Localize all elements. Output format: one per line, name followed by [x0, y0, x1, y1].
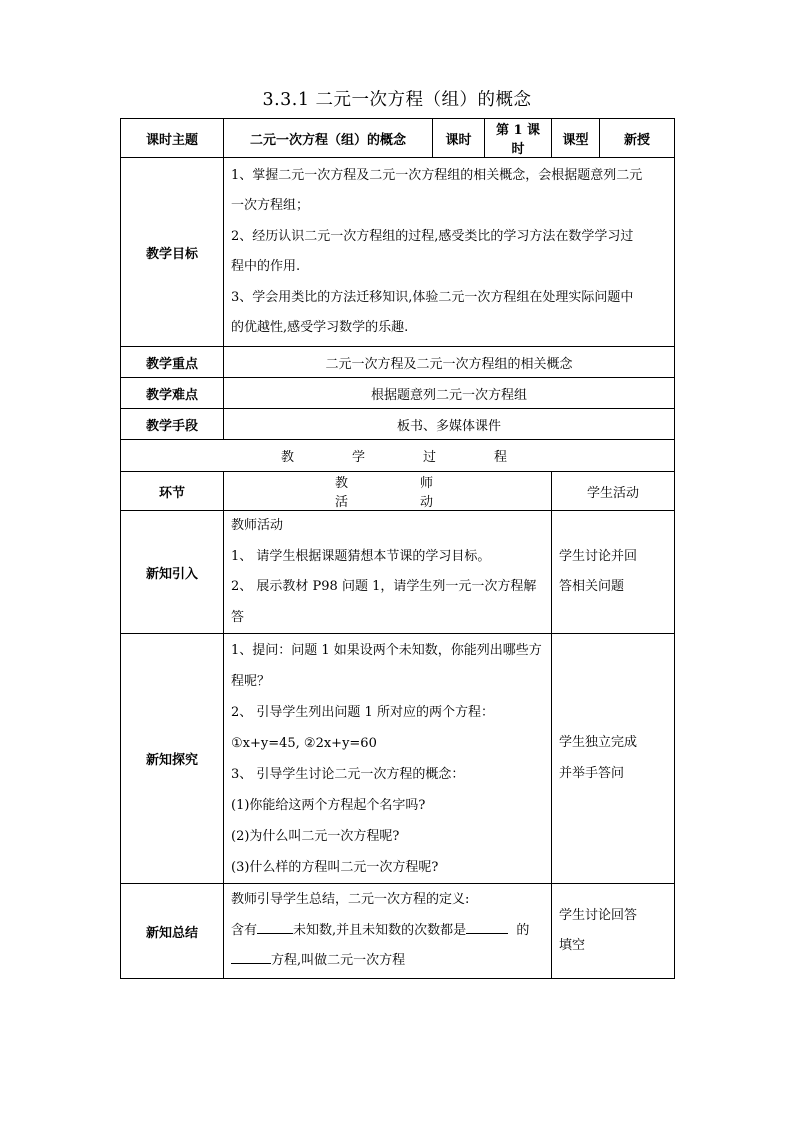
process-header-row: [121, 440, 675, 472]
type-value: 新授: [600, 119, 675, 158]
difficulty-label: 教学难点: [121, 378, 224, 409]
topic-label: 课时主题: [121, 119, 224, 158]
columns-row: [121, 472, 675, 511]
header-row: [121, 119, 675, 158]
objective-line: 3、学会用类比的方法迁移知识,体验二元一次方程组在处理实际问题中: [231, 289, 634, 305]
student-activity: [552, 634, 675, 884]
difficulty-row: [121, 378, 675, 409]
fill-in-line: [231, 916, 544, 947]
blank-line: [466, 920, 508, 934]
student-line: 学生讨论并回: [559, 548, 638, 564]
teacher-column-header: 教师活动: [224, 472, 552, 511]
teacher-line: 程呢？: [231, 673, 271, 689]
blank-line: [231, 950, 271, 964]
fill-text: 含有: [231, 922, 258, 938]
teacher-line: 2、 引导学生列出问题 1 所对应的两个方程：: [231, 704, 494, 720]
fill-text: 的: [516, 922, 530, 938]
fill-in-line: [231, 946, 544, 977]
objective-line: 一次方程组；: [231, 198, 310, 213]
teacher-line: ①x+y=45, ②2x+y=60: [231, 735, 377, 751]
student-line: 学生讨论回答: [559, 907, 638, 923]
teacher-activity: [224, 884, 552, 979]
objectives-content: [224, 158, 675, 347]
stage-column-header: 环节: [121, 472, 224, 511]
student-line: 并举手答问: [559, 765, 625, 781]
document-title: 3.3.1 二元一次方程（组）的概念: [262, 90, 532, 110]
student-line: 学生独立完成: [559, 735, 638, 750]
means-value: 板书、多媒体课件: [224, 409, 675, 440]
difficulty-value: 根据题意列二元一次方程组: [224, 378, 675, 409]
fill-text: 方程,叫做二元一次方程: [271, 953, 406, 969]
teacher-line: 1、提问：问题 1 如果设两个未知数，你能列出哪些方: [231, 642, 542, 658]
student-line: 填空: [559, 938, 586, 953]
teacher-line: (2)为什么叫二元一次方程呢?: [231, 828, 400, 844]
teacher-line: 1、 请学生根据课题猜想本节课的学习目标。: [231, 548, 491, 564]
teacher-line: 3、 引导学生讨论二元一次方程的概念：: [231, 766, 465, 782]
blank-line: [257, 920, 293, 934]
stage-row: [121, 884, 675, 979]
stage-name: 新知总结: [121, 884, 224, 979]
period-label: 课时: [433, 119, 485, 158]
student-activity: [552, 511, 675, 634]
objective-line: 的优越性,感受学习数学的乐趣.: [231, 320, 409, 335]
key-point-label: 教学重点: [121, 347, 224, 378]
teacher-line: 教师活动: [231, 518, 284, 533]
objective-line: 1、掌握二元一次方程及二元一次方程组的相关概念，会根据题意列二元: [231, 167, 643, 183]
teacher-activity: [224, 634, 552, 884]
stage-row: [121, 634, 675, 884]
objective-line: 程中的作用.: [231, 259, 301, 274]
student-column-header: 学生活动: [552, 472, 675, 511]
fill-text: 未知数,并且未知数的次数都是: [293, 922, 467, 938]
stage-name: 新知探究: [121, 634, 224, 884]
type-label: 课型: [552, 119, 600, 158]
teacher-activity: [224, 511, 552, 634]
stage-row: [121, 511, 675, 634]
key-point-row: [121, 347, 675, 378]
lesson-plan-table: [120, 118, 675, 979]
teacher-line: 2、 展示教材 P98 问题 1，请学生列一元一次方程解答: [231, 579, 537, 625]
objectives-row: [121, 158, 675, 347]
student-line: 答相关问题: [559, 579, 625, 594]
objective-line: 2、经历认识二元一次方程组的过程,感受类比的学习方法在数学学习过: [231, 228, 634, 244]
means-row: [121, 409, 675, 440]
process-header: 教学过程: [121, 440, 675, 472]
key-point-value: 二元一次方程及二元一次方程组的相关概念: [224, 347, 675, 378]
stage-name: 新知引入: [121, 511, 224, 634]
topic-value: 二元一次方程（组）的概念: [224, 119, 433, 158]
teacher-line: (1)你能给这两个方程起个名字吗?: [231, 797, 426, 813]
student-activity: [552, 884, 675, 979]
period-value: 第 1 课时: [485, 119, 552, 158]
teacher-line: (3)什么样的方程叫二元一次方程呢?: [231, 859, 439, 875]
means-label: 教学手段: [121, 409, 224, 440]
objectives-label: 教学目标: [121, 158, 224, 347]
teacher-line: 教师引导学生总结，二元一次方程的定义:: [231, 892, 470, 908]
